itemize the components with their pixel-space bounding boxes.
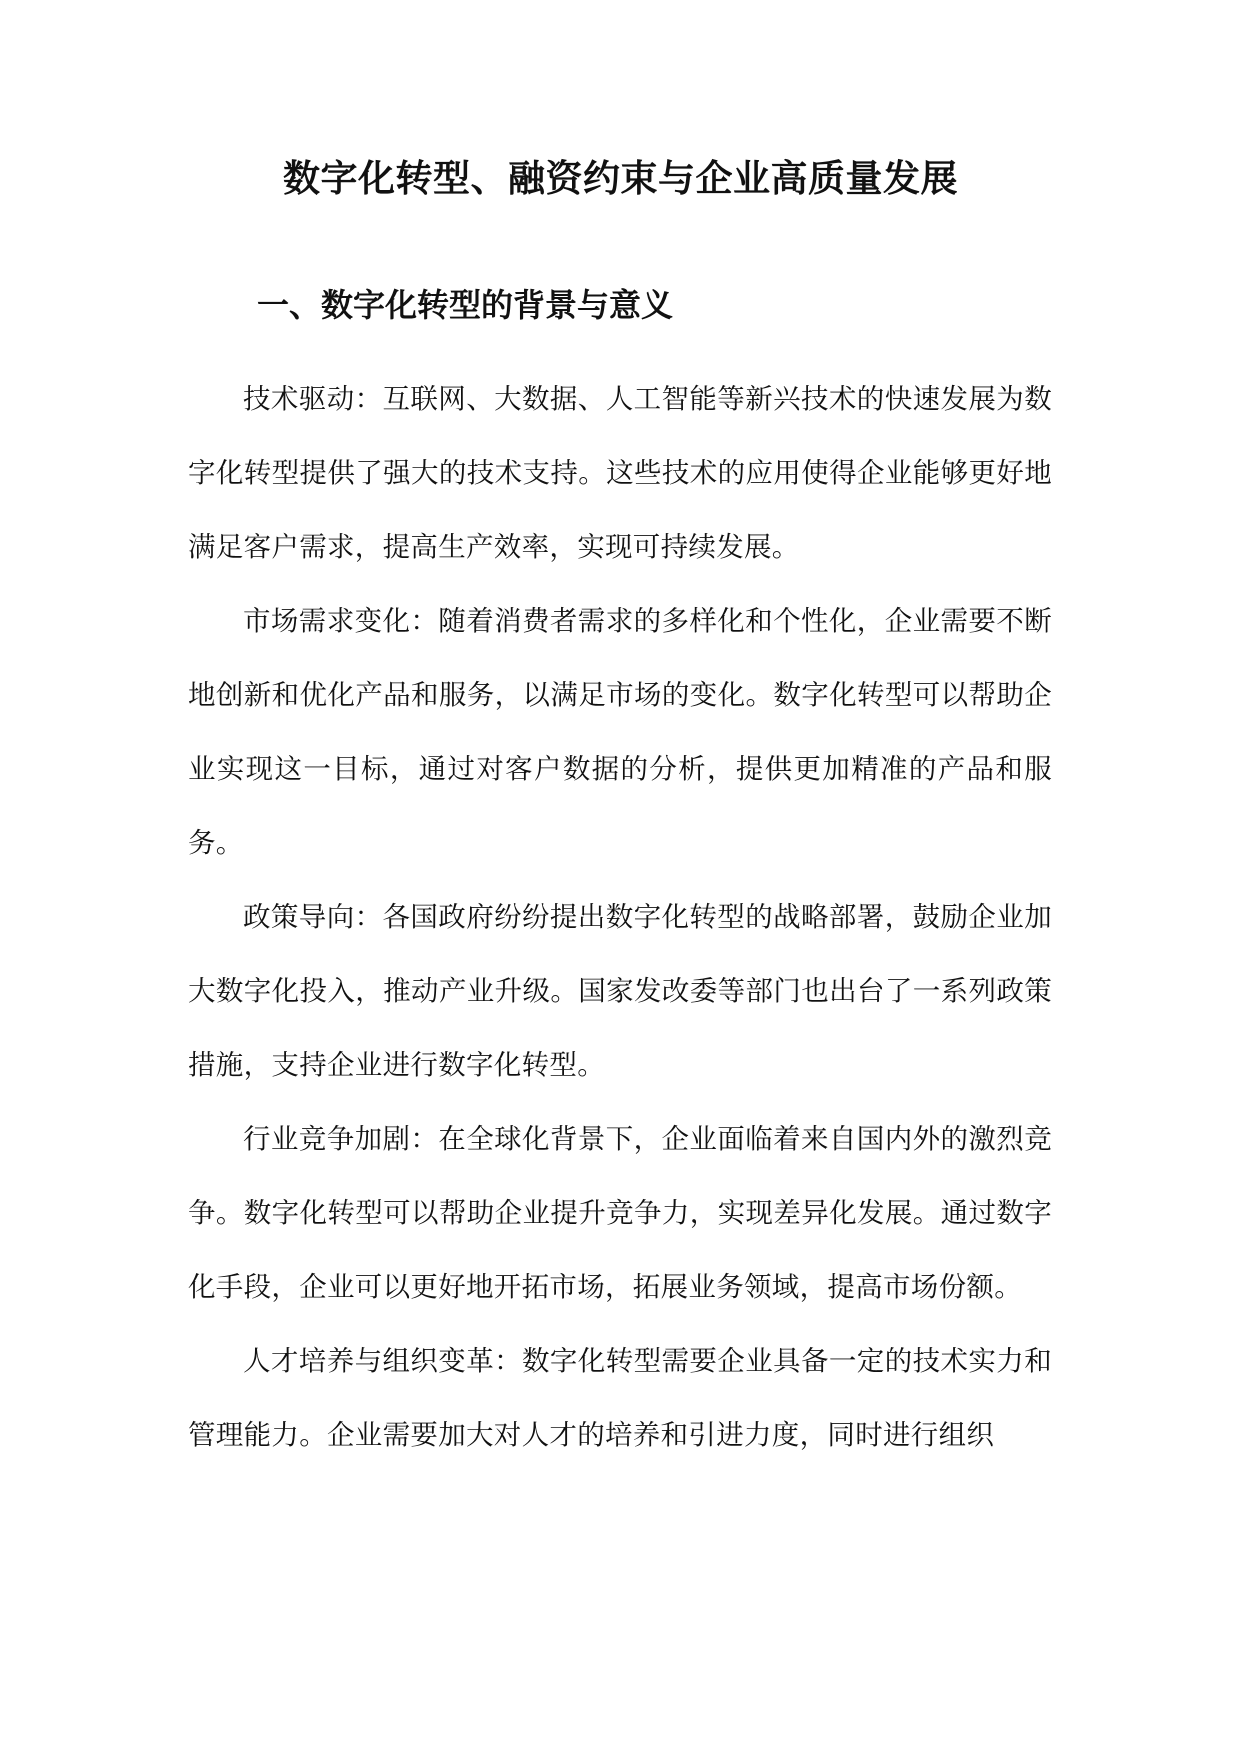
document-title: 数字化转型、融资约束与企业高质量发展 — [283, 156, 958, 200]
paragraph-policy-guidance: 政策导向：各国政府纷纷提出数字化转型的战略部署，鼓励企业加大数字化投入，推动产业升级。国家发改委等部门也出台了一系列政策措施，支持企业进行数字化转型。 — [188, 901, 1052, 1081]
paragraph-technology-driven: 技术驱动：互联网、大数据、人工智能等新兴技术的快速发展为数字化转型提供了强大的技术支持。这些技术的应用使得企业能够更好地满足客户需求，提高生产效率，实现可持续发展。 — [188, 383, 1052, 563]
paragraph-industry-competition: 行业竞争加剧：在全球化背景下，企业面临着来自国内外的激烈竞争。数字化转型可以帮助企业提升竞争力，实现差异化发展。通过数字化手段，企业可以更好地开拓市场，拓展业务领域，提高市场份额。 — [188, 1123, 1052, 1303]
paragraph-talent-organization: 人才培养与组织变革：数字化转型需要企业具备一定的技术实力和管理能力。企业需要加大对人才的培养和引进力度，同时进行组织 — [188, 1345, 1052, 1451]
paragraph-market-demand: 市场需求变化：随着消费者需求的多样化和个性化，企业需要不断地创新和优化产品和服务，以满足市场的变化。数字化转型可以帮助企业实现这一目标，通过对客户数据的分析，提供更加精准的产品和服务。 — [188, 605, 1052, 859]
body-text — [188, 362, 1052, 1472]
section-heading: 一、数字化转型的背景与意义 — [257, 286, 674, 324]
